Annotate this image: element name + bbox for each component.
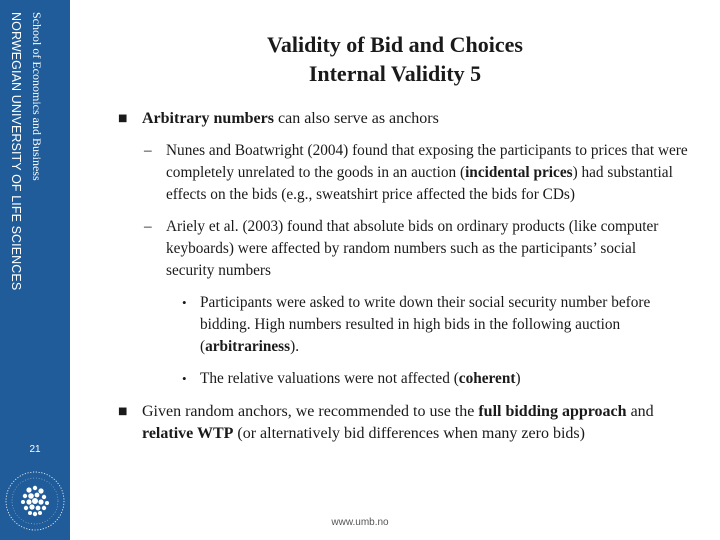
square-bullet-icon: ■ (118, 406, 128, 417)
bullet-arbitrary-numbers (118, 108, 688, 130)
dash-icon: – (144, 142, 152, 159)
bullet-text: and (626, 403, 654, 420)
bullet-text: ) had substantial effects on the bids (e.g., sweatshirt price affected the bids for CDs) (166, 164, 673, 203)
round-bullet-icon: • (182, 371, 187, 386)
bullet-text: Given random anchors, we recommended to use the (142, 403, 479, 420)
sub-sub-bullet-relative (118, 368, 688, 390)
bullet-text: can also serve as anchors (273, 110, 439, 127)
bold-term: incidental prices (465, 164, 573, 181)
footer-url[interactable]: www.umb.no (331, 517, 389, 528)
bold-term: arbitrariness (205, 338, 291, 355)
slide-title (70, 30, 720, 88)
school-name: School of Economics and Business (30, 12, 44, 181)
bullet-text: Nunes and Boatwright (2004) found that exposing the participants to prices that were completely unrelated to the goods in an auction ( (166, 142, 688, 181)
bullet-random-anchors (118, 401, 688, 445)
bold-term: relative WTP (142, 425, 234, 442)
square-bullet-icon: ■ (118, 113, 128, 124)
sub-bullet-ariely (118, 216, 688, 282)
title-line-1: Validity of Bid and Choices (267, 32, 523, 57)
sub-bullet-nunes (118, 140, 688, 206)
dash-icon: – (144, 218, 152, 235)
sidebar (0, 0, 70, 540)
bold-term: coherent (458, 370, 516, 387)
bullet-text: ). (290, 338, 300, 355)
slide-content (118, 108, 688, 445)
sub-sub-bullet-participants (118, 292, 688, 358)
university-name: NORWEGIAN UNIVERSITY OF LIFE SCIENCES (9, 12, 23, 291)
bullet-text: Ariely et al. (2003) found that absolute bids on ordinary products (like computer keyboards) were affected by random numbers such as the participants’ social security numbers (166, 218, 659, 279)
round-bullet-icon: • (182, 295, 187, 310)
bullet-text: Participants were asked to write down their social security number before bidding. High numbers resulted in high bids in the following auction ( (200, 294, 651, 355)
bullet-text: The relative valuations were not affected ( (200, 370, 459, 387)
title-line-2: Internal Validity 5 (308, 61, 482, 86)
bullet-text: (or alternatively bid differences when many zero bids) (233, 425, 585, 442)
bold-term: Arbitrary numbers (142, 110, 274, 127)
bold-term: full bidding approach (478, 403, 627, 420)
page-number: 21 (29, 444, 41, 455)
bullet-text: ) (515, 370, 521, 387)
